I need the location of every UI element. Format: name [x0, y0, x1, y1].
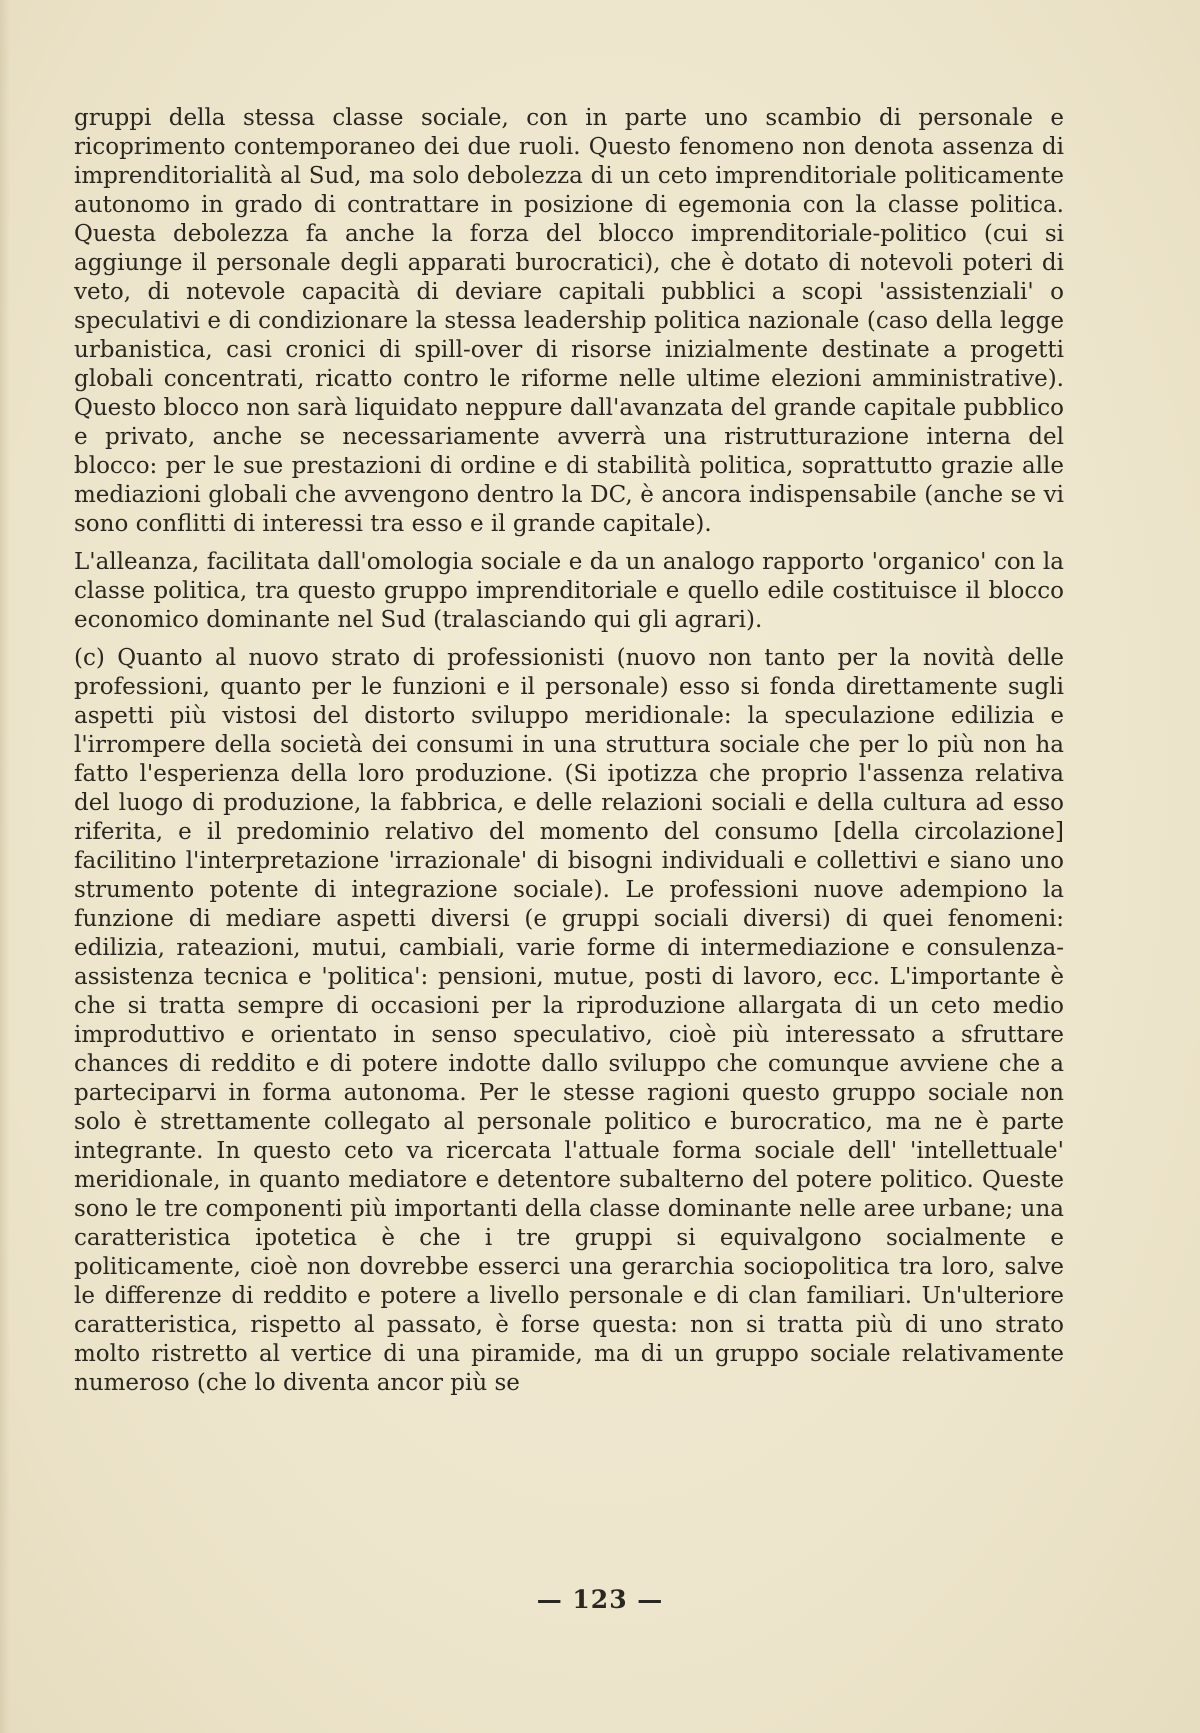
body-text	[74, 104, 1064, 1398]
paragraph-3: (c) Quanto al nuovo strato di professionisti (nuovo non tanto per la novità delle professioni, quanto per le funzioni e il personale) esso si fonda direttamente sugli aspetti più vistosi del distorto sviluppo meridionale: la speculazione edilizia e l'irrompere della società dei consumi in una struttura sociale che per lo più non ha fatto l'esperienza della loro produzione. (Si ipotizza che proprio l'assenza relativa del luogo di produzione, la fabbrica, e delle relazioni sociali e della cultura ad esso riferita, e il predominio relativo del momento del consumo [della circolazione] facilitino l'interpretazione 'irrazionale' di bisogni individuali e collettivi e siano uno strumento potente di integrazione sociale). Le professioni nuove adempiono la funzione di mediare aspetti diversi (e gruppi sociali diversi) di quei fenomeni: edilizia, rateazioni, mutui, cambiali, varie forme di intermediazione e consulenza-assistenza tecnica e 'politica': pensioni, mutue, posti di lavoro, ecc. L'importante è che si tratta sempre di occasioni per la riproduzione allargata di un ceto medio improduttivo e orientato in senso speculativo, cioè più interessato a sfruttare chances di reddito e di potere indotte dallo sviluppo che comunque avviene che a parteciparvi in forma autonoma. Per le stesse ragioni questo gruppo sociale non solo è strettamente collegato al personale politico e burocratico, ma ne è parte integrante. In questo ceto va ricercata l'attuale forma sociale dell' 'intellettuale' meridionale, in quanto mediatore e detentore subalterno del potere politico. Queste sono le tre componenti più importanti della classe dominante nelle aree urbane; una caratteristica ipotetica è che i tre gruppi si equivalgono socialmente e politicamente, cioè non dovrebbe esserci una gerarchia sociopolitica tra loro, salve le differenze di reddito e potere a livello personale e di clan familiari. Un'ulteriore caratteristica, rispetto al passato, è forse questa: non si tratta più di uno strato molto ristretto al vertice di una piramide, ma di un gruppo sociale relativamente numeroso (che lo diventa ancor più se	[74, 645, 1064, 1396]
page-number: — 123 —	[536, 1585, 664, 1614]
paragraph-2: L'alleanza, facilitata dall'omologia sociale e da un analogo rapporto 'organico' con la classe politica, tra questo gruppo imprenditoriale e quello edile costituisce il blocco economico dominante nel Sud (tralasciando qui gli agrari).	[74, 549, 1064, 633]
paragraph-1: gruppi della stessa classe sociale, con in parte uno scambio di personale e ricoprimento contemporaneo dei due ruoli. Questo fenomeno non denota assenza di imprenditorialità al Sud, ma solo debolezza di un ceto imprenditoriale politicamente autonomo in grado di contrattare in posizione di egemonia con la classe politica. Questa debolezza fa anche la forza del blocco imprenditoriale-politico (cui si aggiunge il personale degli apparati burocratici), che è dotato di notevoli poteri di veto, di notevole capacità di deviare capitali pubblici a scopi 'assistenziali' o speculativi e di condizionare la stessa leadership politica nazionale (caso della legge urbanistica, casi cronici di spill-over di risorse inizialmente destinate a progetti globali concentrati, ricatto contro le riforme nelle ultime elezioni amministrative). Questo blocco non sarà liquidato neppure dall'avanzata del grande capitale pubblico e privato, anche se necessariamente avverrà una ristrutturazione interna del blocco: per le sue prestazioni di ordine e di stabilità politica, soprattutto grazie alle mediazioni globali che avvengono dentro la DC, è ancora indispensabile (anche se vi sono conflitti di interessi tra esso e il grande capitale).	[74, 105, 1064, 537]
